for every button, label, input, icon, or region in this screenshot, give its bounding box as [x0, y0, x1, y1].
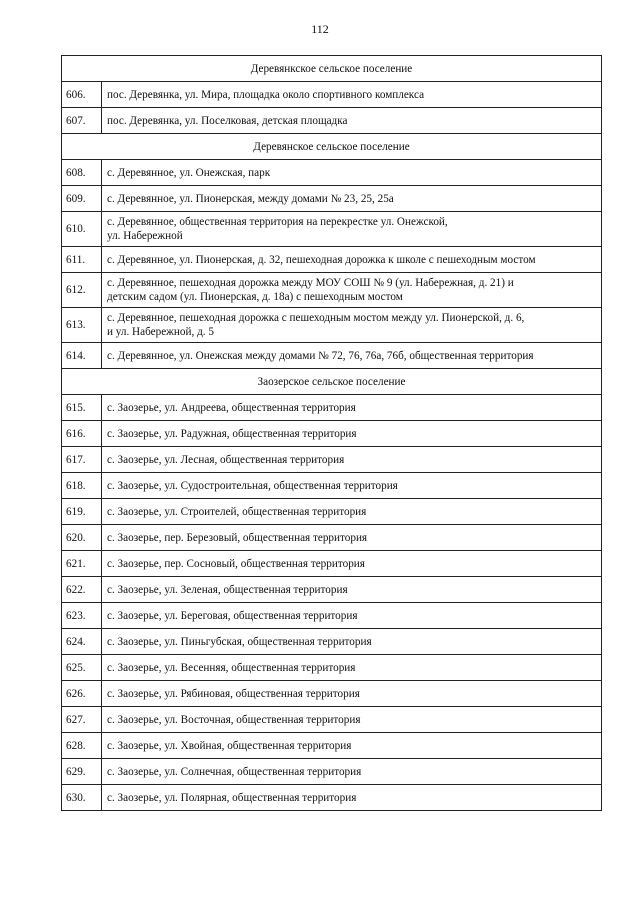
registry-body	[62, 56, 602, 811]
row-number: 624.	[62, 629, 102, 655]
row-number: 628.	[62, 733, 102, 759]
table-row	[62, 681, 602, 707]
territory-registry-table	[61, 55, 602, 811]
table-row	[62, 759, 602, 785]
row-description: с. Заозерье, ул. Андреева, общественная территория	[102, 395, 602, 421]
row-number: 629.	[62, 759, 102, 785]
row-number: 617.	[62, 447, 102, 473]
section-header-row	[62, 56, 602, 82]
table-row	[62, 473, 602, 499]
row-number: 623.	[62, 603, 102, 629]
row-number: 607.	[62, 108, 102, 134]
row-description	[102, 212, 602, 247]
table-row	[62, 343, 602, 369]
table-row	[62, 108, 602, 134]
row-description: пос. Деревянка, ул. Поселковая, детская площадка	[102, 108, 602, 134]
table-row	[62, 82, 602, 108]
row-number: 606.	[62, 82, 102, 108]
row-number: 630.	[62, 785, 102, 811]
row-number: 621.	[62, 551, 102, 577]
description-line: с. Деревянное, общественная территория на перекрестке ул. Онежской,	[107, 216, 448, 228]
row-number: 619.	[62, 499, 102, 525]
row-number: 613.	[62, 308, 102, 343]
description-line: и ул. Набережной, д. 5	[107, 326, 214, 338]
row-description: с. Заозерье, ул. Полярная, общественная территория	[102, 785, 602, 811]
section-header-row	[62, 369, 602, 395]
table-row	[62, 273, 602, 308]
section-title: Деревянское сельское поселение	[62, 134, 602, 160]
row-description: с. Заозерье, ул. Зеленая, общественная территория	[102, 577, 602, 603]
section-header-row	[62, 134, 602, 160]
row-number: 609.	[62, 186, 102, 212]
row-number: 608.	[62, 160, 102, 186]
row-description: с. Деревянное, ул. Пионерская, между домами № 23, 25, 25а	[102, 186, 602, 212]
row-number: 610.	[62, 212, 102, 247]
row-number: 625.	[62, 655, 102, 681]
table-row	[62, 447, 602, 473]
description-line: с. Деревянное, пешеходная дорожка между МОУ СОШ № 9 (ул. Набережная, д. 21) и	[107, 277, 514, 289]
row-description: с. Заозерье, ул. Солнечная, общественная территория	[102, 759, 602, 785]
row-description: с. Заозерье, ул. Строителей, общественная территория	[102, 499, 602, 525]
row-description: с. Заозерье, ул. Весенняя, общественная территория	[102, 655, 602, 681]
description-line: ул. Набережной	[107, 230, 183, 242]
row-number: 618.	[62, 473, 102, 499]
row-number: 627.	[62, 707, 102, 733]
row-description: с. Заозерье, ул. Хвойная, общественная территория	[102, 733, 602, 759]
row-number: 615.	[62, 395, 102, 421]
row-description: с. Заозерье, пер. Березовый, общественная территория	[102, 525, 602, 551]
row-number: 614.	[62, 343, 102, 369]
description-line: с. Деревянное, пешеходная дорожка с пешеходным мостом между ул. Пионерской, д. 6,	[107, 312, 525, 324]
row-number: 612.	[62, 273, 102, 308]
table-row	[62, 525, 602, 551]
row-description: с. Заозерье, ул. Радужная, общественная территория	[102, 421, 602, 447]
table-row	[62, 551, 602, 577]
table-row	[62, 577, 602, 603]
table-row	[62, 629, 602, 655]
row-description: с. Деревянное, ул. Пионерская, д. 32, пешеходная дорожка к школе с пешеходным мостом	[102, 247, 602, 273]
table-row	[62, 733, 602, 759]
row-number: 620.	[62, 525, 102, 551]
table-row	[62, 160, 602, 186]
row-description: с. Заозерье, ул. Береговая, общественная территория	[102, 603, 602, 629]
row-description: с. Деревянное, ул. Онежская между домами № 72, 76, 76а, 76б, общественная территория	[102, 343, 602, 369]
row-description: с. Заозерье, ул. Пиньгубская, общественная территория	[102, 629, 602, 655]
table-row	[62, 707, 602, 733]
row-description: с. Заозерье, ул. Восточная, общественная территория	[102, 707, 602, 733]
section-title: Заозерское сельское поселение	[62, 369, 602, 395]
table-row	[62, 603, 602, 629]
table-row	[62, 499, 602, 525]
description-line: детским садом (ул. Пионерская, д. 18а) с пешеходным мостом	[107, 291, 403, 303]
table-row	[62, 421, 602, 447]
row-number: 611.	[62, 247, 102, 273]
section-title: Деревянкское сельское поселение	[62, 56, 602, 82]
table-row	[62, 247, 602, 273]
table-row	[62, 308, 602, 343]
row-description: с. Заозерье, пер. Сосновый, общественная территория	[102, 551, 602, 577]
page-number: 112	[311, 22, 329, 36]
table-row	[62, 186, 602, 212]
table-row	[62, 212, 602, 247]
row-description: с. Деревянное, ул. Онежская, парк	[102, 160, 602, 186]
row-number: 622.	[62, 577, 102, 603]
row-description	[102, 308, 602, 343]
table-row	[62, 785, 602, 811]
table-row	[62, 395, 602, 421]
row-description: пос. Деревянка, ул. Мира, площадка около спортивного комплекса	[102, 82, 602, 108]
row-description: с. Заозерье, ул. Рябиновая, общественная территория	[102, 681, 602, 707]
row-description	[102, 273, 602, 308]
row-number: 626.	[62, 681, 102, 707]
table-row	[62, 655, 602, 681]
row-number: 616.	[62, 421, 102, 447]
row-description: с. Заозерье, ул. Лесная, общественная территория	[102, 447, 602, 473]
row-description: с. Заозерье, ул. Судостроительная, общественная территория	[102, 473, 602, 499]
